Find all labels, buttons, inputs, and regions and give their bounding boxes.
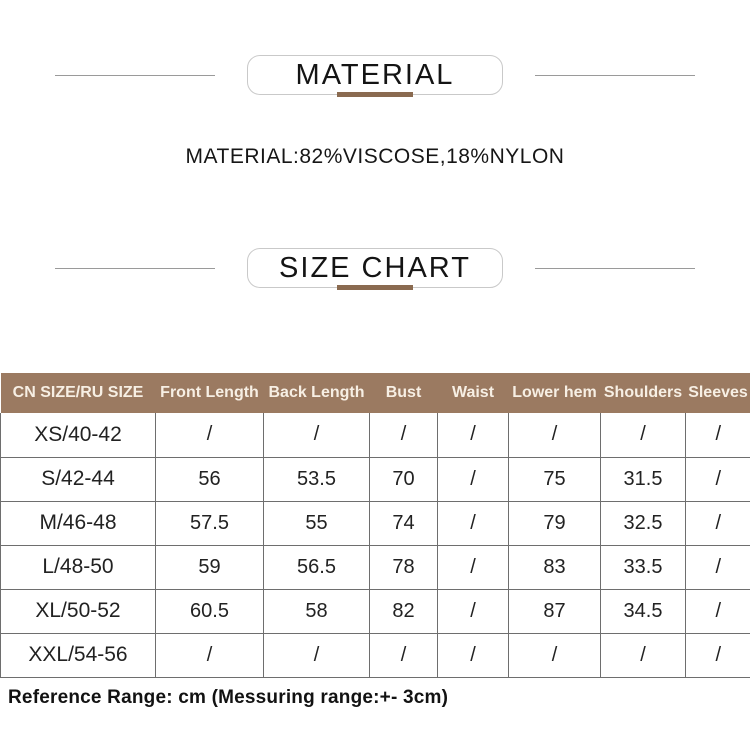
column-header: Front Length [156, 373, 264, 413]
material-title-box [247, 55, 503, 95]
material-title: MATERIAL [295, 58, 455, 91]
measurement-cell: 79 [509, 501, 601, 545]
measurement-cell: 31.5 [601, 457, 686, 501]
measurement-cell: 32.5 [601, 501, 686, 545]
table-row [1, 413, 750, 457]
measurement-cell: / [686, 457, 750, 501]
measurement-cell: 59 [156, 545, 264, 589]
measurement-cell: / [438, 501, 509, 545]
accent-underline-bar [337, 285, 413, 290]
measurement-cell: 70 [370, 457, 438, 501]
measurement-cell: 57.5 [156, 501, 264, 545]
divider-line-right [535, 75, 695, 76]
measurement-cell: 58 [264, 589, 370, 633]
column-header: Shoulders [601, 373, 686, 413]
size-label-cell: XS/40-42 [1, 413, 156, 457]
size-label-cell: S/42-44 [1, 457, 156, 501]
measurement-cell: / [264, 413, 370, 457]
size-chart-title: SIZE CHART [279, 251, 471, 284]
size-chart-section-header [0, 248, 750, 288]
measurement-cell: / [264, 633, 370, 677]
measurement-cell: / [601, 633, 686, 677]
measurement-cell: 56.5 [264, 545, 370, 589]
column-header: Sleeves [686, 373, 750, 413]
measurement-cell: / [438, 457, 509, 501]
table-row [1, 589, 750, 633]
size-chart-table [0, 373, 750, 678]
measurement-cell: / [438, 633, 509, 677]
measurement-cell: / [509, 633, 601, 677]
measurement-cell: / [156, 413, 264, 457]
measurement-cell: 75 [509, 457, 601, 501]
measurement-cell: 82 [370, 589, 438, 633]
divider-line-right [535, 268, 695, 269]
table-row [1, 545, 750, 589]
measurement-cell: 55 [264, 501, 370, 545]
measurement-cell: / [686, 633, 750, 677]
measurement-cell: / [686, 501, 750, 545]
table-row [1, 501, 750, 545]
size-chart-title-box [247, 248, 503, 288]
material-section-header [0, 55, 750, 95]
table-header-row [1, 373, 750, 413]
measurement-cell: 74 [370, 501, 438, 545]
divider-line-left [55, 268, 215, 269]
measurement-cell: 83 [509, 545, 601, 589]
measurement-cell: / [686, 589, 750, 633]
measurement-cell: / [509, 413, 601, 457]
measurement-cell: 78 [370, 545, 438, 589]
measurement-cell: 60.5 [156, 589, 264, 633]
measurement-cell: 53.5 [264, 457, 370, 501]
measurement-cell: / [438, 545, 509, 589]
divider-line-left [55, 75, 215, 76]
table-row [1, 457, 750, 501]
column-header: Bust [370, 373, 438, 413]
material-composition-text: MATERIAL:82%VISCOSE,18%NYLON [185, 145, 565, 168]
table-row [1, 633, 750, 677]
accent-underline-bar [337, 92, 413, 97]
measurement-cell: 56 [156, 457, 264, 501]
measurement-cell: / [686, 545, 750, 589]
size-label-cell: XL/50-52 [1, 589, 156, 633]
measurement-cell: 87 [509, 589, 601, 633]
size-label-cell: M/46-48 [1, 501, 156, 545]
measurement-cell: 33.5 [601, 545, 686, 589]
product-detail-page [0, 55, 750, 750]
size-label-cell: L/48-50 [1, 545, 156, 589]
reference-range-note: Reference Range: cm (Messuring range:+- 3cm) [8, 686, 449, 708]
measurement-cell: / [601, 413, 686, 457]
measurement-cell: / [438, 589, 509, 633]
column-header: Lower hem [509, 373, 601, 413]
size-label-cell: XXL/54-56 [1, 633, 156, 677]
column-header: Waist [438, 373, 509, 413]
measurement-cell: / [370, 413, 438, 457]
column-header: CN SIZE/RU SIZE [1, 373, 156, 413]
measurement-cell: 34.5 [601, 589, 686, 633]
measurement-cell: / [686, 413, 750, 457]
measurement-cell: / [156, 633, 264, 677]
column-header: Back Length [264, 373, 370, 413]
measurement-cell: / [370, 633, 438, 677]
measurement-cell: / [438, 413, 509, 457]
